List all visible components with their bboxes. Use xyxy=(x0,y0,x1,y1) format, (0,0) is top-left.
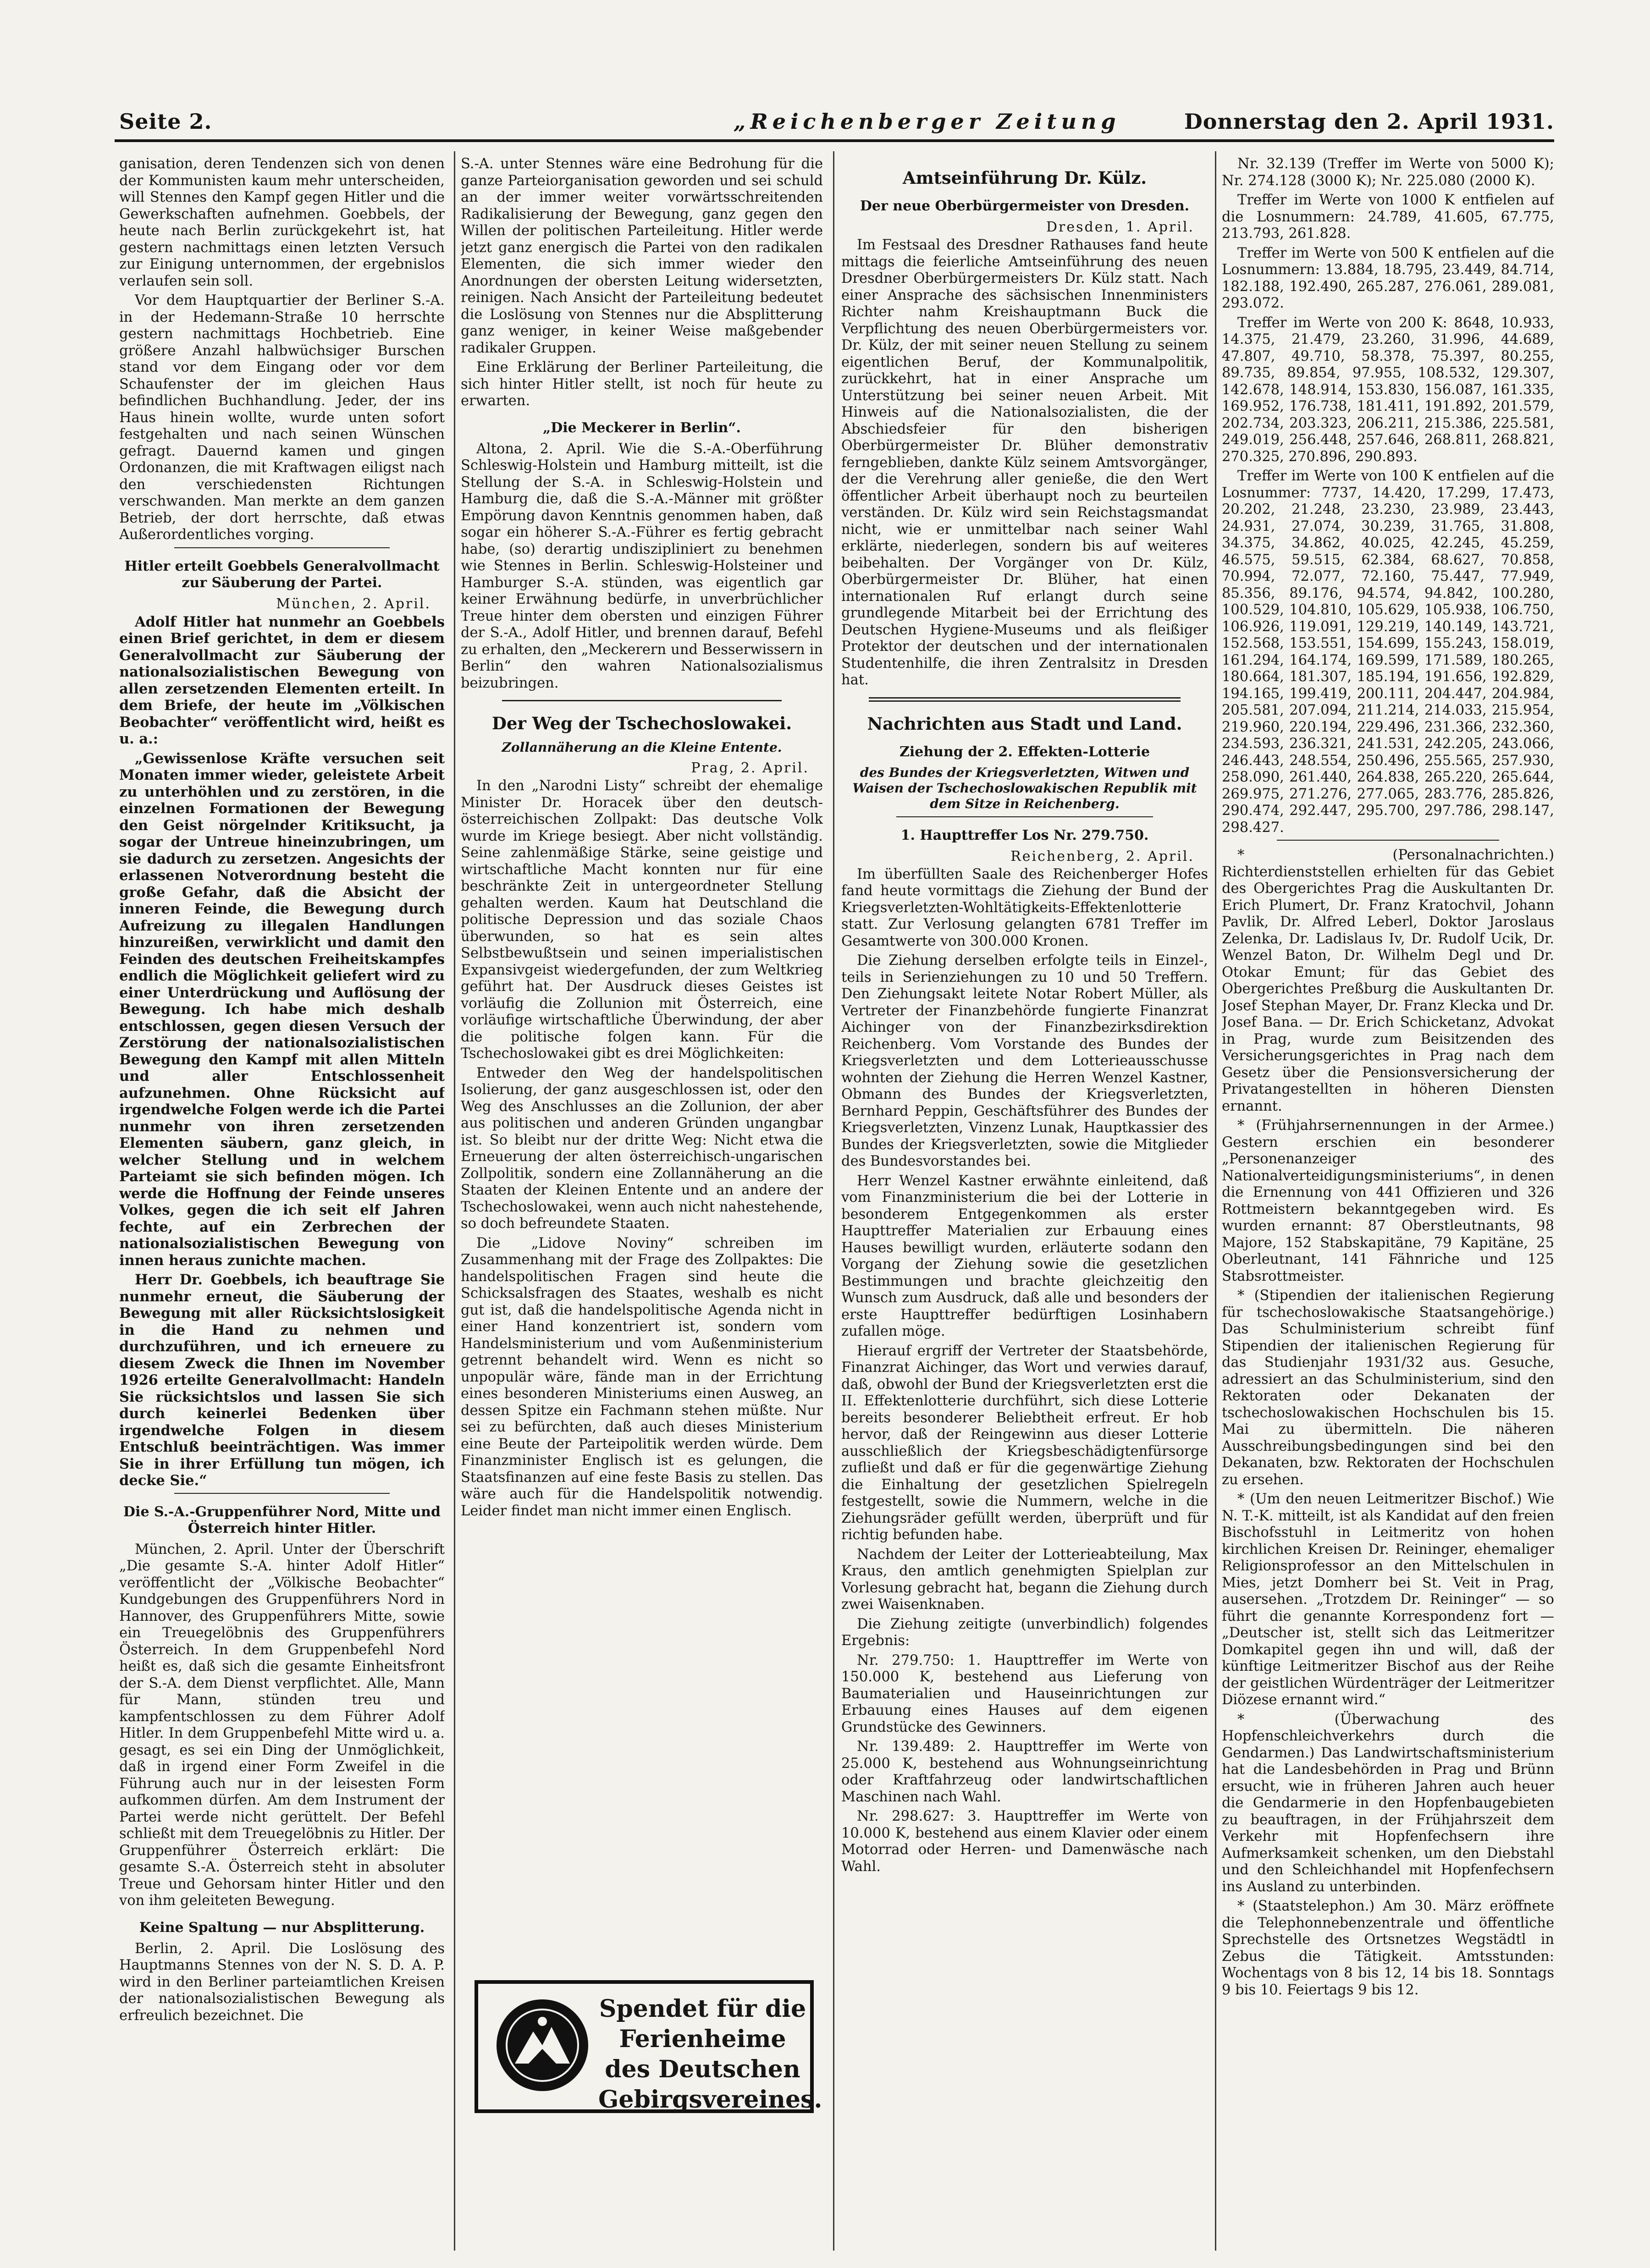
article-headline: Der Weg der Tschechoslowakei. xyxy=(491,713,792,733)
article-headline: Keine Spaltung — nur Absplitterung. xyxy=(139,1919,425,1936)
article-headline: Amtseinführung Dr. Külz. xyxy=(902,168,1147,188)
article-paragraph: S.-A. unter Stennes wäre eine Bedrohung für die ganze Parteiorganisation geworden und sei schuld an der immer weiter vorwärtsschreitenden Radikalisierung der Bewegung, ganz gegen den Willen der politischen Parteileitung. Hitler werde jetzt ganz energisch die Partei von den radikalen Elementen, die sich immer wieder den Anordnungen der obersten Leitung widersetzten, reinigen. Nach Ansicht der Parteileitung bedeutet die Loslösung von Stennes nur die Absplitterung ganz weniger, in keiner Weise maßgebender radikaler Gruppen. xyxy=(461,156,823,356)
prize-entry: Nr. 298.627: 3. Haupttreffer im Werte von 10.000 K, bestehend aus einem Klavier oder einem Motorrad oder Herren- und Damenwäsche nach Wahl. xyxy=(841,1808,1208,1875)
section-divider xyxy=(174,1493,390,1494)
article-paragraph: Adolf Hitler hat nunmehr an Goebbels einen Brief gerichtet, in dem er diesem Generalvollmacht zur Säuberung der nationalsozialistischen Bewegung von allen zersetzenden Elementen erteilt. In dem Briefe, der heute im „Völkischen Beobachter“ veröffentlicht wird, heißt es u. a.: xyxy=(119,613,445,747)
article-paragraph: Im Festsaal des Dresdner Rathauses fand heute mittags die feierliche Amtseinführung des neuen Dresdner Oberbürgermeisters Dr. Külz statt. Nach einer Ansprache des sächsischen Innenministers Richter nahm Kreishauptmann Buck die Verpflichtung des neuen Oberbürgermeisters vor. Dr. Külz, der mit seiner neuen Stellung zu seinem eigentlichen Beruf, der Kommunalpolitik, zurückkehrt, hat in einer Ansprache um Unterstützung bei seiner neuen Arbeit. Mit Hinweis auf die Nationalsozialisten, die der Abschiedsfeier für den bisherigen Oberbürgermeister Dr. Blüher demonstrativ ferngeblieben, dankte Külz seinem Amtsvorgänger, der die Verehrung aller genieße, die den Wert öffentlicher Arbeit überhaupt noch zu beurteilen verständen. Dr. Külz wird sein Reichstagsmandat nicht, wie er unmittelbar nach seiner Wahl erklärte, niederlegen, sondern bis auf weiteres beibehalten. Der Vorgänger von Dr. Külz, Oberbürgermeister Dr. Blüher, hat einen internationalen Ruf erlangt durch seine grundlegende Mitarbeit bei der Errichtung des Deutschen Hygiene-Museums und als fleißiger Protektor der deutschen und der internationalen Studentenhilfe, die ihren Zentralsitz in Dresden hat. xyxy=(841,237,1208,688)
dateline: Reichenberg, 2. April. xyxy=(1010,848,1194,864)
news-item: * (Um den neuen Leitmeritzer Bischof.) Wie N. T.-K. mitteilt, ist als Kandidat auf den freien Bischofsstuhl in Leitmeritz von hohen kirchlichen Kreisen Dr. Reininger, ehemaliger Religionsprofessor an den Mittelschulen in Mies, jetzt Domherr bei St. Veit in Prag, ausersehen. „Trotzdem Dr. Reininger“ — so führt die genannte Korrespondenz fort — „Deutscher ist, stellt sich das Leitmeritzer Domkapitel gegen ihn und will, daß der künftige Leitmeritzer Bischof aus der Reihe der geistlichen Würdenträger der Leitmeritzer Diözese ernannt wird.“ xyxy=(1222,1491,1554,1708)
dateline: München, 2. April. xyxy=(276,595,431,612)
article-paragraph: Nachdem der Leiter der Lotterieabteilung, Max Kraus, den amtlich genehmigten Spielplan zur Vorlesung gebracht hat, begann die Ziehung durch zwei Waisenknaben. xyxy=(841,1546,1208,1613)
dateline: Dresden, 1. April. xyxy=(1046,219,1194,235)
article-paragraph: München, 2. April. Unter der Überschrift „Die gesamte S.-A. hinter Adolf Hitler“ veröffentlicht der „Völkische Beobachter“ Kundgebungen des Gruppenführers Nord in Hannover, des Gruppenführers Mitte, sowie ein Treuegelöbnis des Gruppenführers Österreich. In dem Gruppenbefehl Nord heißt es, daß sich die gesamte Einheitsfront der S.-A. dem Dienst verpflichtet. Alle, Mann für Mann, stünden treu und kampfentschlossen zu dem Führer Adolf Hitler. In dem Gruppenbefehl Mitte wird u. a. gesagt, es sei ein Ding der Unmöglichkeit, daß in irgend einer Form Zweifel in die Führung auch nur in der leisesten Form aufkommen dürfen. Am dem Instrument der Partei werde nicht gerüttelt. Der Befehl schließt mit dem Treuegelöbnis zu Hitler. Der Gruppenführer Österreich erklärt: Die gesamte S.-A. Österreich steht in absoluter Treue und Gehorsam hinter Hitler und den von ihm geleiteten Bewegung. xyxy=(119,1541,445,1909)
advertisement-text xyxy=(598,1994,822,2115)
news-item: * (Überwachung des Hopfenschleichverkehrs durch die Gendarmen.) Das Landwirtschaftsministerium hat die Landesbehörden in Prag und Brünn ersucht, wie in früheren Jahren auch heuer die Gendarmerie in den Hopfenbaugebieten zu beauftragen, in der Frühjahrszeit dem Verkehr mit Hopfenfechsern ihre Aufmerksamkeit schenken, um den Diebstahl und den Schleichhandel mit Hopfenfechsern ins Ausland zu unterbinden. xyxy=(1222,1711,1554,1895)
article-paragraph: Hierauf ergriff der Vertreter der Staatsbehörde, Finanzrat Aichinger, das Wort und verwies darauf, daß, obwohl der Bund der Kriegsverletzten erst die II. Effektenlotterie durchführt, sich diese Lotterie bereits besonderer Beliebtheit erfreut. Er hob hervor, daß der Reingewinn aus dieser Lotterie ausschließlich der Kriegsbeschädigtenfürsorge zufließt und daß er für die gegenwärtige Ziehung die Einhaltung der gesetzlichen Spielregeln festgestellt, sowie die Nummern, welche in die Ziehungsräder gefüllt werden, überprüft und für richtig befunden habe. xyxy=(841,1343,1208,1543)
article-paragraph: Berlin, 2. April. Die Loslösung des Hauptmanns Stennes von der N. S. D. A. P. wird in den Berliner parteiamtlichen Kreisen der nationalsozialistischen Bewegung als erfreulich bezeichnet. Die xyxy=(119,1940,445,2024)
dateline: Prag, 2. April. xyxy=(691,760,809,776)
page-number: Seite 2. xyxy=(119,109,212,134)
article-headline: Die S.-A.-Gruppenführer Nord, Mitte und Österreich hinter Hitler. xyxy=(123,1503,441,1536)
article-paragraph: In den „Narodni Listy“ schreibt der ehemalige Minister Dr. Horacek über den deutsch-österreichischen Zollpakt: Das deutsche Volk wurde im Kriege besiegt. Aber nicht vollständig. Seine zahlenmäßige Stärke, seine geistige und wirtschaftliche Macht konnten nur für eine beschränkte Zeit in untergeordneter Stellung gehalten werden. Kaum hat Deutschland die politische Depression und das soziale Chaos überwunden, so hat es sein altes Selbstbewußtsein und seinen imperialistischen Expansivgeist wiedergefunden, der zum Weltkrieg geführt hat. Der Ausdruck dieses Geistes ist vorläufig die Zollunion mit Österreich, eine vorläufige wirtschaftliche Überwindung, der aber die politische folgen kann. Für die Tschechoslowakei gibt es drei Möglichkeiten: xyxy=(461,778,823,1062)
article-paragraph: Eine Erklärung der Berliner Parteileitung, die sich hinter Hitler stellt, ist noch für heute zu erwarten. xyxy=(461,359,823,409)
prize-entry: Nr. 139.489: 2. Haupttreffer im Werte von 25.000 K, bestehend aus Wohnungseinrichtung oder Kraftfahrzeug oder landwirtschaftlichen Maschinen nach Wahl. xyxy=(841,1739,1208,1805)
article-headline: Ziehung der 2. Effekten-Lotterie xyxy=(899,743,1150,760)
article-paragraph: „Gewissenlose Kräfte versuchen seit Monaten immer wieder, geleistete Arbeit zu unterhöhlen und zu zerstören, in die einzelnen Formationen der Bewegung den Geist nörgelnder Kritiksucht, ja sogar der Untreue hineinzubringen, um sie dadurch zu zersetzen. Angesichts der erlassenen Notverordnung besteht die große Gefahr, daß die Absicht der inneren Feinde, die Bewegung durch Aufreizung zu illegalen Handlungen hinzureißen, verwirklicht und damit den Feinden des deutschen Freiheitskampfes endlich die Möglichkeit geliefert wird zu einer Unterdrückung und Auflösung der Bewegung. Ich habe mich deshalb entschlossen, gegen diesen Versuch der Zerstörung der nationalsozialistischen Bewegung den Kampf mit allen Mitteln und aller Entschlossenheit aufzunehmen. Ohne Rücksicht auf irgendwelche Folgen werde ich die Partei nunmehr von ihren zersetzenden Elementen säubern, ganz gleich, in welcher Stellung und in welchem Parteiamt sie sich befinden mögen. Ich werde die Hoffnung der Feinde unseres Volkes, gegen die ich seit elf Jahren fechte, auf ein Zerbrechen der nationalsozialistischen Bewegung von innen heraus zunichte machen. xyxy=(119,750,445,1269)
article-headline: „Die Meckerer in Berlin“. xyxy=(543,419,741,436)
article-headline: Hitler erteilt Goebbels Generalvollmacht zur Säuberung der Partei. xyxy=(124,558,440,591)
article-subheadline: Der neue Oberbürgermeister von Dresden. xyxy=(860,198,1190,214)
section-divider xyxy=(502,700,782,701)
ad-line: Spendet für die xyxy=(599,1995,806,2023)
column-divider xyxy=(1215,151,1216,2251)
column-1 xyxy=(119,156,445,2251)
news-item: * (Stipendien der italienischen Regierung für tschechoslowakische Staatsangehörige.) Das Schulministerium schreibt fünf Stipendien der italienischen Regierung für das Studienjahr 1931/32 aus. Gesuche, adressiert an das Schulministerium, sind den Rektoraten oder Dekanaten der tschechoslowakischen Hochschulen bis 15. Mai zu übermitteln. Die näheren Ausschreibungsbedingungen sind bei den Dekanaten, bzw. Rektoraten der Hochschulen zu ersehen. xyxy=(1222,1288,1554,1488)
page-header xyxy=(115,109,1554,138)
column-divider xyxy=(454,151,455,2251)
news-item: * (Staatstelephon.) Am 30. März eröffnete die Telephonnebenzentrale und öffentliche Sprechstelle des Ortsnetzes Wegstädtl in Zebus die Tätigkeit. Amtsstunden: Wochentags von 8 bis 12, 14 bis 18. Sonntags 9 bis 10. Feiertags 9 bis 12. xyxy=(1222,1898,1554,1998)
section-divider xyxy=(896,816,1153,817)
prize-entry: Nr. 279.750: 1. Haupttreffer im Werte von 150.000 K, bestehend aus Lieferung von Baumaterialien und Hauseinrichtungen zur Erbauung eines Hauses auf dem eigenen Grundstücke des Gewinners. xyxy=(841,1652,1208,1735)
header-rule xyxy=(115,139,1554,142)
article-paragraph: Die „Lidove Noviny“ schreiben im Zusammenhang mit der Frage des Zollpaktes: Die handelspolitischen Fragen sind heute die Schicksalsfragen des Staates, weshalb es nicht gut ist, daß die handelspolitische Agenda nicht in einer Hand konzentriert ist, sondern vom Handelsministerium und vom Außenministerium getrennt behandelt wird. Wenn es nicht so unpopulär wäre, fände man in der Errichtung eines besonderen Ministeriums einen Ausweg, an dessen Spitze ein Fachmann stehen müßte. Nur sei zu befürchten, daß auch dieses Ministerium eine Beute der Parteipolitik werden würde. Dem Finanzminister Englisch ist es gelungen, die Staatsfinanzen auf eine feste Basis zu stellen. Das wäre auch für die Handelspolitik notwendig. Leider findet man nicht immer einen Englisch. xyxy=(461,1235,823,1519)
article-subheadline: Zollannäherung an die Kleine Entente. xyxy=(502,740,782,755)
article-subheadline: 1. Haupttreffer Los Nr. 279.750. xyxy=(900,827,1149,843)
section-divider xyxy=(174,547,390,548)
section-divider xyxy=(869,697,1181,702)
newspaper-title: „Reichenberger Zeitung xyxy=(734,109,1120,134)
ad-line: Ferienheime xyxy=(619,2025,786,2053)
prize-list: Treffer im Werte von 500 K entfielen auf die Losnummern: 13.884, 18.795, 23.449, 84.714, 182.188, 192.490, 265.287, 276.061, 289.081, 293.072. xyxy=(1222,245,1554,311)
news-item: * (Frühjahrsernennungen in der Armee.) Gestern erschien ein besonderer „Personenanzeiger des Nationalverteidigungsministeriums“, in denen die Ernennung von 441 Offizieren und 326 Rottmeistern bekanntgegeben wird. Es wurden ernannt: 87 Oberstleutnants, 98 Majore, 152 Stabskapitäne, 79 Kapitäne, 25 Oberleutnant, 141 Fähnriche und 125 Stabsrottmeister. xyxy=(1222,1117,1554,1284)
section-divider xyxy=(1277,840,1499,841)
issue-date: Donnerstag den 2. April 1931. xyxy=(1184,109,1554,134)
column-4 xyxy=(1222,156,1554,2251)
article-paragraph: Im überfüllten Saale des Reichenberger Hofes fand heute vormittags die Ziehung der Bund der Kriegsverletzten-Wohltätigkeits-Effektenlotterie statt. Zur Verlosung gelangten 6781 Treffer im Gesamtwerte von 300.000 Kronen. xyxy=(841,866,1208,949)
donation-advertisement xyxy=(475,1980,822,2114)
column-2 xyxy=(461,156,823,2251)
column-3 xyxy=(841,156,1208,2251)
article-paragraph: Vor dem Hauptquartier der Berliner S.-A. in der Hedemann-Straße 10 herrschte gestern nachmittags Hochbetrieb. Eine größere Anzahl halbwüchsiger Burschen stand vor dem Eingang oder vor dem Schaufenster der im gleichen Haus befindlichen Buchhandlung. Jeder, der ins Haus hinein wollte, wurde unten sofort festgehalten und nach seinen Wünschen gefragt. Dauernd kamen und gingen Ordonanzen, die mit Kraftwagen eiligst nach den verschiedensten Richtungen verschwanden. Man merkte an dem ganzen Betrieb, der dort herrschte, daß etwas Außerordentliches vorging. xyxy=(119,292,445,543)
article-paragraph: Altona, 2. April. Wie die S.-A.-Oberführung Schleswig-Holstein und Hamburg mitteilt, ist die Stellung der S.-A. in Schleswig-Holstein und Hamburg die, daß die S.-A.-Männer mit größter Empörung davon Kenntnis genommen haben, daß sogar ein höherer S.-A.-Führer es fertig gebracht habe, (so) derartig undiszipliniert zu benehmen wie Stennes in Berlin. Schleswig-Holsteiner und Hamburger S.-A. stünden, was eigentlich gar keiner Erwähnung bedürfe, in unverbrüchlicher Treue hinter dem obersten und einzigen Führer der S.-A., Adolf Hitler, und brennen darauf, Befehl zu erhalten, den „Meckerern und Besserwissern in Berlin“ den wahren Nationalsozialismus beizubringen. xyxy=(461,440,823,691)
article-paragraph: Die Ziehung derselben erfolgte teils in Einzel-, teils in Serienziehungen zu 10 und 50 Treffern. Den Ziehungsakt leitete Notar Robert Müller, als Vertreter der Finanzbehörde fungierte Finanzrat Aichinger von der Finanzbezirksdirektion Reichenberg. Vom Vorstande des Bundes der Kriegsverletzten und dem Lotterieausschusse wohnten der Ziehung die Herren Wenzel Kastner, Obmann des Bundes der Kriegsverletzten, Bernhard Peppin, Geschäftsführer des Bundes der Kriegsverletzten, Vinzenz Lunak, Hauptkassier des Bundes der Kriegsverletzten, sowie die Mitglieder des Bundesvorstandes bei. xyxy=(841,952,1208,1169)
ad-line: Gebirgsvereines. xyxy=(598,2086,822,2114)
column-divider xyxy=(833,151,834,2251)
prize-list: Treffer im Werte von 200 K: 8648, 10.933, 14.375, 21.479, 23.260, 31.996, 44.689, 47.807, 49.710, 58.378, 75.397, 80.255, 89.735, 89.854, 97.955, 108.532, 129.307, 142.678, 148.914, 153.830, 156.087, 161.335, 169.952, 176.738, 181.411, 191.892, 201.579, 202.734, 203.323, 206.211, 215.386, 225.581, 249.019, 256.448, 257.646, 268.811, 268.821, 270.325, 270.896, 290.893. xyxy=(1222,314,1554,465)
news-item: * (Personalnachrichten.) Richterdienststellen erhielten für das Gebiet des Obergerichtes Prag die Auskultanten Dr. Erich Plumert, Dr. Franz Kratochvil, Johann Pavlik, Dr. Alfred Leberl, Doktor Jaroslaus Zelenka, Dr. Ladislaus Iv, Dr. Rudolf Ucik, Dr. Wenzel Baton, Dr. Wilhelm Degl und Dr. Otokar Emunt; für das Gebiet des Obergerichtes Preßburg die Auskultanten Dr. Josef Stephan Mayer, Dr. Franz Klecka und Dr. Josef Bana. — Dr. Erich Schicketanz, Advokat in Prag, wurde zum Beisitzenden des Versicherungsgerichtes in Prag nach dem Gesetz über die Pensionsversicherung der Privatangestellten in höheren Diensten ernannt. xyxy=(1222,847,1554,1114)
article-paragraph: ganisation, deren Tendenzen sich von denen der Kommunisten kaum mehr unterscheiden, will Stennes den Kampf gegen Hitler und die Gewerkschaften aufnehmen. Goebbels, der heute nach Berlin zurückgekehrt ist, hat gestern nachmittags einen letzten Versuch zur Einigung unternommen, der ergebnislos verlaufen sein soll. xyxy=(119,156,445,289)
mountain-club-emblem-icon xyxy=(497,1999,588,2091)
prize-list: Treffer im Werte von 100 K entfielen auf die Losnummer: 7737, 14.420, 17.299, 17.473, 20.202, 21.248, 23.230, 23.989, 23.443, 24.931, 27.074, 30.239, 31.765, 31.808, 34.375, 34.862, 40.025, 42.245, 45.259, 46.575, 59.515, 62.384, 68.627, 70.858, 70.994, 72.077, 72.160, 75.447, 77.949, 85.356, 89.176, 94.574, 94.842, 100.280, 100.529, 104.810, 105.629, 105.938, 106.750, 106.926, 119.091, 129.219, 140.149, 143.721, 152.568, 153.551, 154.699, 155.243, 158.019, 161.294, 164.174, 169.599, 171.589, 180.265, 180.664, 181.307, 185.194, 191.656, 192.829, 194.165, 199.419, 200.111, 204.447, 204.984, 205.581, 207.094, 211.214, 214.033, 215.954, 219.960, 220.194, 229.496, 231.366, 232.360, 234.593, 236.321, 241.531, 242.205, 243.066, 246.443, 248.554, 250.496, 255.565, 257.930, 258.090, 261.440, 264.838, 265.220, 265.644, 269.975, 271.276, 277.065, 283.776, 285.826, 290.474, 292.447, 295.700, 297.786, 298.147, 298.427. xyxy=(1222,468,1554,836)
ad-line: des Deutschen xyxy=(605,2055,800,2083)
section-headline: Nachrichten aus Stadt und Land. xyxy=(867,713,1182,734)
article-paragraph: Entweder den Weg der handelspolitischen Isolierung, der ganz ausgeschlossen ist, oder den Weg des Anschlusses an die Zollunion, der aber aus politischen und anderen Gründen ungangbar ist. So bleibt nur der dritte Weg: Nicht etwa die Erneuerung der alten österreichisch-ungarischen Zollpolitik, sondern eine Zollannäherung an die Staaten der Kleinen Entente und an andere der Tschechoslowakei, wenn auch nicht nahestehende, so doch befreundete Staaten. xyxy=(461,1065,823,1232)
prize-list: Treffer im Werte von 1000 K entfielen auf die Losnummern: 24.789, 41.605, 67.775, 213.793, 261.828. xyxy=(1222,192,1554,242)
article-subheadline: des Bundes der Kriegsverletzten, Witwen und Waisen der Tschechoslowakischen Republik mit dem Sitze in Reichenberg. xyxy=(852,765,1197,811)
article-paragraph: Herr Wenzel Kastner erwähnte einleitend, daß vom Finanzministerium die bei der Lotterie in besonderem Entgegenkommen als erster Haupttreffer Materialien zur Erbauung eines Hauses bewilligt wurden, erläuterte sodann den Vorgang der Ziehung sowie die gesetzlichen Bestimmungen und brachte gleichzeitig den Wunsch zum Ausdruck, daß alle und besonders der erste Haupttreffer bedürftigen Losinhabern zufallen möge. xyxy=(841,1173,1208,1339)
article-paragraph: Die Ziehung zeitigte (unverbindlich) folgendes Ergebnis: xyxy=(841,1616,1208,1649)
prize-entry: Nr. 32.139 (Treffer im Werte von 5000 K); Nr. 274.128 (3000 K); Nr. 225.080 (2000 K). xyxy=(1222,156,1554,189)
article-paragraph: Herr Dr. Goebbels, ich beauftrage Sie nunmehr erneut, die Säuberung der Bewegung mit aller Rücksichtslosigkeit in die Hand zu nehmen und durchzuführen, und ich erneuere zu diesem Zweck die Ihnen im November 1926 erteilte Generalvollmacht: Handeln Sie rücksichtslos und lassen Sie sich durch keinerlei Bedenken über irgendwelche Folgen in diesem Entschluß beeinträchtigen. Was immer Sie in ihrer Erfüllung tun mögen, ich decke Sie.“ xyxy=(119,1272,445,1489)
